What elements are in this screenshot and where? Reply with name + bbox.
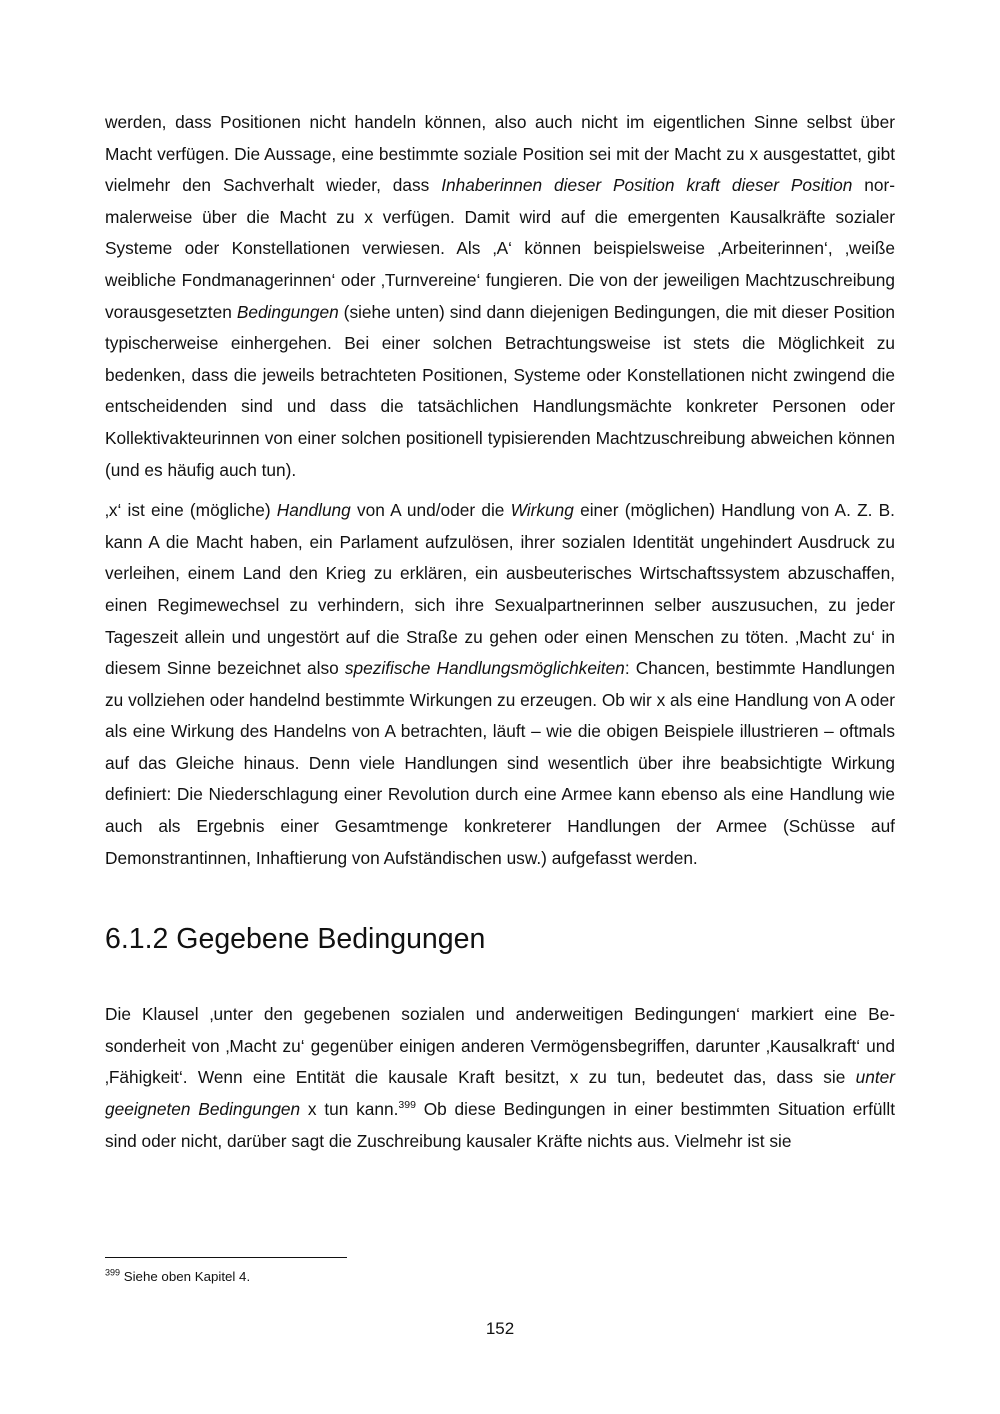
text-run: x tun kann. bbox=[300, 1099, 399, 1120]
text-run: von A und/oder die bbox=[350, 500, 511, 521]
text-run: : Chancen, bestimmte Handlungen zu vollziehen oder handelnd bestimmte Wirkungen zu erzeugen. Ob wir x als eine Handlung von A oder als eine Wirkung des Handelns von A betrachten, läuft – wie die obigen Beispiele illustrieren – oftmals auf das Gleiche hinaus. Denn viele Handlungen sind wesentlich über ihre beabsichtigte Wirkung definiert: Die Niederschlagung einer Revolution durch eine Armee kann ebenso als eine Handlung wie auch als Ergebnis einer Gesamtmenge konkreterer Handlungen der Armee (Schüsse auf Demonstrantinnen, Inhaftierung von Aufständischen usw.) aufgefasst werden. bbox=[105, 658, 895, 868]
text-run: einer (möglichen) Handlung von A. Z. B. kann A die Macht haben, ein Parlament aufzulösen, ihrer sozialen Identität ungehindert Ausdruck zu verleihen, einem Land den Krieg zu erklären, ein ausbeuterisches Wirtschaftssystem abzuschaffen, einen Regimewechsel zu verhindern, sich ihre Sexualpartnerinnen selber auszusuchen, zu jeder Tageszeit allein und ungestört auf die Straße zu gehen oder einen Menschen zu töten. ‚Macht zu‘ in diesem Sinne bezeichnet also bbox=[105, 500, 895, 679]
footnote-number: 399 bbox=[105, 1267, 121, 1278]
italic-run: Bedingungen bbox=[236, 301, 339, 322]
text-run: Ob diese Bedingungen in einer bestimmten Situation erfüllt sind oder nicht, darüber sagt die Zuschreibung kausaler Kräfte nichts aus. Vielmehr ist sie bbox=[105, 1099, 895, 1151]
footnote bbox=[105, 1268, 250, 1286]
italic-run: Wirkung bbox=[510, 500, 574, 521]
page-body bbox=[105, 107, 895, 1157]
page-number: 152 bbox=[485, 1319, 515, 1338]
italic-run: spezifische Handlungsmöglichkeiten bbox=[344, 658, 625, 679]
italic-run: Inhaberinnen dieser Position kraft dieser Position bbox=[441, 175, 853, 196]
text-run: ‚x‘ ist eine (mögliche) bbox=[105, 500, 277, 521]
footnote-divider bbox=[105, 1257, 347, 1258]
text-run: (siehe unten) sind dann diejenigen Bedingungen, die mit dieser Position typischerweise einhergehen. Bei einer solchen Betrachtungsweise ist stets die Möglichkeit zu bedenken, dass die jeweils betrachteten Positionen, Systeme oder Konstellationen nicht zwingend die entscheidenden sind und dass die tatsächlichen Handlungsmächte konkreter Personen oder Kollektivakteurinnen von einer solchen positionell typisierenden Machtzuschreibung abweichen können (und es häufig auch tun). bbox=[105, 301, 895, 480]
section-heading: 6.1.2 Gegebene Bedingungen bbox=[105, 923, 486, 956]
footnote-text: Siehe oben Kapitel 4. bbox=[120, 1269, 251, 1284]
paragraph-3 bbox=[105, 999, 895, 1157]
text-run: Die Klausel ‚unter den gegebenen sozialen und anderweitigen Bedingungen‘ markiert eine Besonderheit von ‚Macht zu‘ gegenüber einigen anderen Vermögensbegriffen, darunter ‚Kausalkraft‘ und ‚Fähigkeit‘. Wenn eine Entität die kausale Kraft besitzt, x zu tun, bedeutet das, dass sie bbox=[105, 1004, 895, 1088]
paragraph-1 bbox=[105, 107, 895, 486]
text-run: werden, dass Positionen nicht handeln können, also auch nicht im eigentlichen Sinne selbst über Macht verfügen. Die Aussage, eine bestimmte soziale Position sei mit der Macht zu x ausgestattet, gibt vielmehr den Sachverhalt wieder, dass bbox=[105, 112, 895, 196]
paragraph-2 bbox=[105, 495, 895, 874]
footnote-reference: 399 bbox=[398, 1099, 416, 1112]
italic-run: Handlung bbox=[276, 500, 351, 521]
italic-run: unter geeigneten Bedingungen bbox=[105, 1067, 895, 1120]
text-run: normalerweise über die Macht zu x verfügen. Damit wird auf die emergenten Kausalkräfte sozialer Systeme oder Konstellationen verwiesen. Als ‚A‘ können beispielsweise ‚Arbeiterinnen‘, ‚weiße weibliche Fondmanagerinnen‘ oder ‚Turnvereine‘ fungieren. Die von der jeweiligen Machtzuschreibung vorausgesetzten bbox=[105, 175, 895, 322]
